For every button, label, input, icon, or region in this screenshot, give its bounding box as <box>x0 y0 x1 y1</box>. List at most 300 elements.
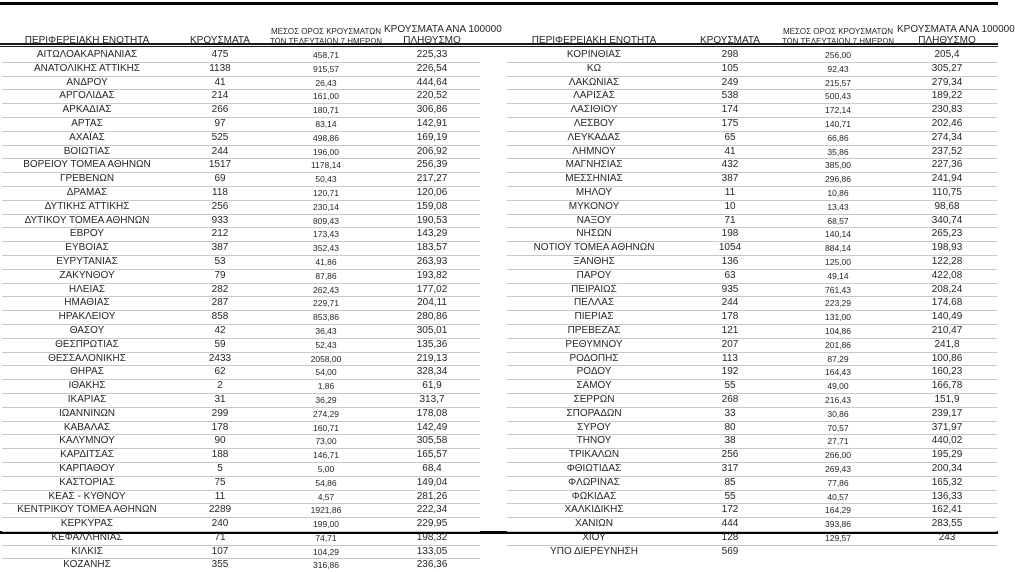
table-row <box>2 283 480 297</box>
per100k-value: 220,52 <box>384 90 480 104</box>
region-name: ΚΕΝΤΡΙΚΟΥ ΤΟΜΕΑ ΑΘΗΝΩΝ <box>2 504 172 518</box>
table-row <box>507 104 997 118</box>
cases-value: 355 <box>211 559 229 571</box>
region-name: ΧΑΝΙΩΝ <box>507 518 681 532</box>
region-name: ΣΕΡΡΩΝ <box>507 393 681 407</box>
avg7-value: 385,00 <box>779 159 897 173</box>
avg7-value: 87,29 <box>779 352 897 366</box>
avg7-value: 269,43 <box>779 462 897 476</box>
region-name: ΑΝΔΡΟΥ <box>2 76 172 90</box>
region-name: ΒΟΙΩΤΙΑΣ <box>2 145 172 159</box>
avg7-value: 10,86 <box>779 186 897 200</box>
per100k-value: 165,57 <box>384 449 480 463</box>
left-table-body <box>2 49 480 572</box>
cases-value: 80 <box>681 421 779 435</box>
table-row <box>507 62 997 76</box>
region-name: ΙΘΑΚΗΣ <box>2 380 172 394</box>
avg7-value: 50,43 <box>268 173 384 187</box>
region-name: ΛΕΥΚΑΔΑΣ <box>507 131 681 145</box>
per100k-value: 177,02 <box>384 283 480 297</box>
per100k-value: 237,52 <box>897 145 997 159</box>
cases-value: 444 <box>681 518 779 532</box>
per100k-value: 166,78 <box>897 380 997 394</box>
region-name: ΦΩΚΙΔΑΣ <box>507 490 681 504</box>
region-name: ΤΡΙΚΑΛΩΝ <box>507 449 681 463</box>
avg7-value: 36,43 <box>268 324 384 338</box>
table-row <box>507 228 997 242</box>
per100k-value: 229,95 <box>384 518 480 532</box>
table-row <box>2 242 480 256</box>
region-name: ΗΡΑΚΛΕΙΟΥ <box>2 311 172 325</box>
table-row <box>507 435 997 449</box>
table-row <box>2 449 480 463</box>
per100k-value: 189,22 <box>897 90 997 104</box>
per100k-value: 195,29 <box>897 449 997 463</box>
avg7-value: 104,29 <box>268 545 384 559</box>
per100k-value: 440,02 <box>897 435 997 449</box>
per100k-value: 274,34 <box>897 131 997 145</box>
cases-value: 178 <box>172 421 268 435</box>
avg7-value: 36,29 <box>268 393 384 407</box>
cases-value: 62 <box>172 366 268 380</box>
region-name: ΚΟΖΑΝΗΣ <box>63 559 111 571</box>
table-row <box>2 338 480 352</box>
region-name: ΔΡΑΜΑΣ <box>2 186 172 200</box>
table-row <box>2 421 480 435</box>
avg7-value: 199,00 <box>268 518 384 532</box>
avg7-value: 66,86 <box>779 131 897 145</box>
region-name: ΣΠΟΡΑΔΩΝ <box>507 407 681 421</box>
avg7-value: 173,43 <box>268 228 384 242</box>
per100k-value: 198,32 <box>384 531 480 545</box>
region-name: ΛΑΣΙΘΙΟΥ <box>507 104 681 118</box>
region-name: ΞΑΝΘΗΣ <box>507 255 681 269</box>
avg7-value: 1178,14 <box>268 159 384 173</box>
table-row <box>2 380 480 394</box>
region-name: ΙΩΑΝΝΙΝΩΝ <box>2 407 172 421</box>
region-name: ΧΑΛΚΙΔΙΚΗΣ <box>507 504 681 518</box>
table-row <box>2 255 480 269</box>
per100k-value: 305,01 <box>384 324 480 338</box>
region-name: ΠΕΛΛΑΣ <box>507 297 681 311</box>
table-row <box>2 117 480 131</box>
avg7-value: 54,86 <box>268 476 384 490</box>
region-name: ΛΑΚΩΝΙΑΣ <box>507 76 681 90</box>
table-row <box>507 173 997 187</box>
cases-value: 118 <box>172 186 268 200</box>
cases-value: 11 <box>172 490 268 504</box>
region-name: ΡΟΔΟΥ <box>507 366 681 380</box>
avg7-value: 352,43 <box>268 242 384 256</box>
table-row <box>2 504 480 518</box>
region-name: ΡΟΔΟΠΗΣ <box>507 352 681 366</box>
table-row <box>507 242 997 256</box>
region-name: ΙΚΑΡΙΑΣ <box>2 393 172 407</box>
cases-value: 256 <box>681 449 779 463</box>
avg7-value: 215,57 <box>779 76 897 90</box>
per100k-value: 135,36 <box>384 338 480 352</box>
cases-value: 282 <box>172 283 268 297</box>
region-name: ΔΥΤΙΚΗΣ ΑΤΤΙΚΗΣ <box>2 200 172 214</box>
avg7-value: 761,43 <box>779 283 897 297</box>
cases-value: 10 <box>681 200 779 214</box>
region-name: ΘΑΣΟΥ <box>2 324 172 338</box>
table-row <box>507 117 997 131</box>
col-header-cases: ΚΡΟΥΣΜΑΤΑ <box>700 35 760 46</box>
table-row <box>2 228 480 242</box>
avg7-value: 74,71 <box>268 531 384 545</box>
region-name: ΣΥΡΟΥ <box>507 421 681 435</box>
region-name: ΚΑΡΔΙΤΣΑΣ <box>2 449 172 463</box>
cases-value: 65 <box>681 131 779 145</box>
table-row <box>507 186 997 200</box>
avg7-value: 2058,00 <box>268 352 384 366</box>
per100k-value: 208,24 <box>897 283 997 297</box>
avg7-value: 262,43 <box>268 283 384 297</box>
per100k-value: 169,19 <box>384 131 480 145</box>
table-row <box>507 297 997 311</box>
cases-value: 432 <box>681 159 779 173</box>
avg7-value: 27,71 <box>779 435 897 449</box>
cases-value: 55 <box>681 490 779 504</box>
avg7-value: 230,14 <box>268 200 384 214</box>
per100k-value: 256,39 <box>384 159 480 173</box>
table-row <box>2 490 480 504</box>
col-header-region: ΠΕΡΙΦΕΡΕΙΑΚΗ ΕΝΟΤΗΤΑ <box>24 35 150 46</box>
cases-value: 79 <box>172 269 268 283</box>
per100k-value: 136,33 <box>897 490 997 504</box>
table-row <box>2 90 480 104</box>
cases-value: 172 <box>681 504 779 518</box>
avg7-value: 146,71 <box>268 449 384 463</box>
table-row <box>507 476 997 490</box>
per100k-value: 241,8 <box>897 338 997 352</box>
region-name: ΥΠΟ ΔΙΕΡΕΥΝΗΣΗ <box>550 545 638 557</box>
table-row <box>507 131 997 145</box>
per100k-value: 100,86 <box>897 352 997 366</box>
region-name: ΔΥΤΙΚΟΥ ΤΟΜΕΑ ΑΘΗΝΩΝ <box>2 214 172 228</box>
region-name: ΚΕΡΚΥΡΑΣ <box>2 518 172 532</box>
per100k-value: 313,7 <box>384 393 480 407</box>
per100k-value: 217,27 <box>384 173 480 187</box>
per100k-value: 281,26 <box>384 490 480 504</box>
table-row <box>507 531 997 545</box>
regional-cases-table-left <box>2 5 502 572</box>
table-row <box>507 255 997 269</box>
per100k-value: 371,97 <box>897 421 997 435</box>
avg7-value: 160,71 <box>268 421 384 435</box>
per100k-value: 61,9 <box>384 380 480 394</box>
per100k-value: 305,58 <box>384 435 480 449</box>
avg7-value: 52,43 <box>268 338 384 352</box>
per100k-value: 227,36 <box>897 159 997 173</box>
table-row <box>507 324 997 338</box>
per100k-value: 226,54 <box>384 62 480 76</box>
table-row <box>2 200 480 214</box>
table-row <box>2 476 480 490</box>
per100k-value: 263,93 <box>384 255 480 269</box>
per100k-value: 165,32 <box>897 476 997 490</box>
avg7-value: 77,86 <box>779 476 897 490</box>
region-name: ΑΙΤΩΛΟΑΚΑΡΝΑΝΙΑΣ <box>2 49 172 62</box>
per100k-value: 190,53 <box>384 214 480 228</box>
table-row <box>2 352 480 366</box>
table-row <box>507 393 997 407</box>
avg7-value: 458,71 <box>268 49 384 62</box>
table-row <box>507 159 997 173</box>
per100k-value <box>897 545 997 558</box>
per100k-value: 202,46 <box>897 117 997 131</box>
col-header-avg7-line2: ΤΩΝ ΤΕΛΕΥΤΑΙΩΝ 7 ΗΜΕΡΩΝ <box>781 36 895 46</box>
cases-value: 128 <box>681 531 779 545</box>
region-name: ΝΑΞΟΥ <box>507 214 681 228</box>
region-name: ΘΗΡΑΣ <box>2 366 172 380</box>
cases-value: 174 <box>681 104 779 118</box>
avg7-value: 30,86 <box>779 407 897 421</box>
avg7-value: 161,00 <box>268 90 384 104</box>
table-row <box>2 407 480 421</box>
cases-value: 525 <box>172 131 268 145</box>
cases-value: 136 <box>681 255 779 269</box>
header-row <box>507 5 997 49</box>
col-header-avg7 <box>779 5 897 49</box>
table-row <box>2 324 480 338</box>
avg7-value: 498,86 <box>268 131 384 145</box>
cases-value: 1138 <box>172 62 268 76</box>
cases-value: 55 <box>681 380 779 394</box>
avg7-value: 83,14 <box>268 117 384 131</box>
cases-value: 266 <box>172 104 268 118</box>
region-name: ΛΑΡΙΣΑΣ <box>507 90 681 104</box>
region-name: ΜΑΓΝΗΣΙΑΣ <box>507 159 681 173</box>
avg7-value: 49,00 <box>779 380 897 394</box>
region-name: ΝΟΤΙΟΥ ΤΟΜΕΑ ΑΘΗΝΩΝ <box>507 242 681 256</box>
region-name: ΕΥΡΥΤΑΝΙΑΣ <box>2 255 172 269</box>
per100k-value: 142,91 <box>384 117 480 131</box>
per100k-value: 198,93 <box>897 242 997 256</box>
per100k-value: 279,34 <box>897 76 997 90</box>
header-row <box>2 5 480 49</box>
per100k-value: 98,68 <box>897 200 997 214</box>
region-name: ΚΑΡΠΑΘΟΥ <box>2 462 172 476</box>
avg7-value: 256,00 <box>779 49 897 62</box>
region-name: ΗΜΑΘΙΑΣ <box>2 297 172 311</box>
region-name: ΑΧΑΪΑΣ <box>2 131 172 145</box>
table-row <box>507 545 997 558</box>
region-name: ΣΑΜΟΥ <box>507 380 681 394</box>
table-row <box>2 297 480 311</box>
cases-value: 244 <box>172 145 268 159</box>
right-table-body <box>507 49 997 558</box>
cases-value: 11 <box>681 186 779 200</box>
avg7-value: 4,57 <box>268 490 384 504</box>
avg7-value: 125,00 <box>779 255 897 269</box>
region-name: ΝΗΣΩΝ <box>507 228 681 242</box>
avg7-value: 70,57 <box>779 421 897 435</box>
cases-value: 41 <box>681 145 779 159</box>
per100k-value: 328,34 <box>384 366 480 380</box>
per100k-value: 243 <box>897 531 997 545</box>
col-header-per100k <box>897 5 1015 49</box>
per100k-value: 160,23 <box>897 366 997 380</box>
table-row <box>2 531 480 545</box>
regional-cases-table-right <box>507 5 1015 558</box>
region-name: ΛΗΜΝΟΥ <box>507 145 681 159</box>
col-header-avg7 <box>268 5 384 49</box>
cases-value: 33 <box>681 407 779 421</box>
avg7-value: 1921,86 <box>268 504 384 518</box>
cases-value: 71 <box>172 531 268 545</box>
per100k-value: 205,4 <box>897 49 997 62</box>
table-row <box>2 462 480 476</box>
avg7-value <box>779 545 897 558</box>
avg7-value: 1,86 <box>268 380 384 394</box>
cases-value: 475 <box>172 49 268 62</box>
cases-value: 41 <box>172 76 268 90</box>
avg7-value: 73,00 <box>268 435 384 449</box>
cases-value: 42 <box>172 324 268 338</box>
avg7-value: 274,29 <box>268 407 384 421</box>
avg7-value: 316,86 <box>313 560 339 571</box>
table-row <box>507 76 997 90</box>
table-row <box>507 366 997 380</box>
region-name: ΑΡΚΑΔΙΑΣ <box>2 104 172 118</box>
avg7-value: 104,86 <box>779 324 897 338</box>
per100k-value: 204,11 <box>384 297 480 311</box>
per100k-value: 210,47 <box>897 324 997 338</box>
cases-value: 212 <box>172 228 268 242</box>
table-row <box>2 76 480 90</box>
avg7-value: 393,86 <box>779 518 897 532</box>
table-row <box>2 186 480 200</box>
per100k-value: 140,49 <box>897 311 997 325</box>
region-name: ΗΛΕΙΑΣ <box>2 283 172 297</box>
avg7-value: 5,00 <box>268 462 384 476</box>
table-row <box>2 393 480 407</box>
avg7-value: 201,86 <box>779 338 897 352</box>
cases-value: 240 <box>172 518 268 532</box>
per100k-value: 200,34 <box>897 462 997 476</box>
col-header-per100k-line1: ΚΡΟΥΣΜΑΤΑ ΑΝΑ 100000 <box>897 24 1015 35</box>
avg7-value: 49,14 <box>779 269 897 283</box>
per100k-value: 143,29 <box>384 228 480 242</box>
cases-value: 1054 <box>681 242 779 256</box>
cases-value: 2289 <box>172 504 268 518</box>
cases-value: 317 <box>681 462 779 476</box>
region-name: ΚΑΒΑΛΑΣ <box>2 421 172 435</box>
region-name: ΠΕΙΡΑΙΩΣ <box>507 283 681 297</box>
table-row <box>2 62 480 76</box>
cases-value: 858 <box>172 311 268 325</box>
region-name: ΡΕΘΥΜΝΟΥ <box>507 338 681 352</box>
table-row <box>507 214 997 228</box>
cases-value: 188 <box>172 449 268 463</box>
col-header-per100k-line1: ΚΡΟΥΣΜΑΤΑ ΑΝΑ 100000 <box>384 24 502 35</box>
region-name: ΦΘΙΩΤΙΔΑΣ <box>507 462 681 476</box>
table-row <box>2 49 480 62</box>
avg7-value: 853,86 <box>268 311 384 325</box>
cases-value: 268 <box>681 393 779 407</box>
avg7-value: 87,86 <box>268 269 384 283</box>
per100k-value: 222,34 <box>384 504 480 518</box>
avg7-value: 54,00 <box>268 366 384 380</box>
region-name: ΠΙΕΡΙΑΣ <box>507 311 681 325</box>
col-header-avg7-line2: ΤΩΝ ΤΕΛΕΥΤΑΙΩΝ 7 ΗΜΕΡΩΝ <box>269 36 383 46</box>
cases-value: 2 <box>172 380 268 394</box>
per100k-value: 230,83 <box>897 104 997 118</box>
col-header-avg7-line1: ΜΕΣΟΣ ΟΡΟΣ ΚΡΟΥΣΜΑΤΩΝ <box>270 27 382 36</box>
cases-value: 249 <box>681 76 779 90</box>
cases-value: 69 <box>172 173 268 187</box>
table-row <box>507 490 997 504</box>
table-row <box>2 435 480 449</box>
region-name: ΜΥΚΟΝΟΥ <box>507 200 681 214</box>
table-row <box>507 90 997 104</box>
region-name: ΑΡΓΟΛΙΔΑΣ <box>2 90 172 104</box>
table-row <box>507 283 997 297</box>
avg7-value: 180,71 <box>268 104 384 118</box>
table-row <box>507 504 997 518</box>
per100k-value: 142,49 <box>384 421 480 435</box>
cases-value: 935 <box>681 283 779 297</box>
table-row <box>2 214 480 228</box>
table-row <box>2 104 480 118</box>
cases-value: 299 <box>172 407 268 421</box>
per100k-value: 265,23 <box>897 228 997 242</box>
avg7-value: 229,71 <box>268 297 384 311</box>
avg7-value: 129,57 <box>779 531 897 545</box>
avg7-value: 216,43 <box>779 393 897 407</box>
cases-value: 569 <box>721 545 739 557</box>
region-name: ΚΑΛΥΜΝΟΥ <box>2 435 172 449</box>
region-name: ΠΡΕΒΕΖΑΣ <box>507 324 681 338</box>
per100k-value: 151,9 <box>897 393 997 407</box>
table-row <box>2 518 480 532</box>
cases-value: 178 <box>681 311 779 325</box>
avg7-value: 92,43 <box>779 62 897 76</box>
per100k-value: 149,04 <box>384 476 480 490</box>
cases-value: 192 <box>681 366 779 380</box>
cases-value: 59 <box>172 338 268 352</box>
cases-value: 107 <box>172 545 268 559</box>
region-name: ΛΕΣΒΟΥ <box>507 117 681 131</box>
region-name: ΠΑΡΟΥ <box>507 269 681 283</box>
table-row <box>2 269 480 283</box>
per100k-value: 178,08 <box>384 407 480 421</box>
cases-value: 2433 <box>172 352 268 366</box>
region-name: ΕΥΒΟΙΑΣ <box>2 242 172 256</box>
col-header-per100k-line2: ΠΛΗΘΥΣΜΟ <box>918 35 976 46</box>
per100k-value: 162,41 <box>897 504 997 518</box>
table-row <box>507 338 997 352</box>
region-name: ΤΗΝΟΥ <box>507 435 681 449</box>
table-row <box>2 145 480 159</box>
avg7-value: 266,00 <box>779 449 897 463</box>
region-name: ΚΙΛΚΙΣ <box>2 545 172 559</box>
avg7-value: 164,43 <box>779 366 897 380</box>
cases-value: 175 <box>681 117 779 131</box>
region-name: ΦΛΩΡΙΝΑΣ <box>507 476 681 490</box>
avg7-value: 296,86 <box>779 173 897 187</box>
avg7-value: 164,29 <box>779 504 897 518</box>
cases-value: 387 <box>172 242 268 256</box>
cases-value: 75 <box>172 476 268 490</box>
region-name: ΧΙΟΥ <box>507 531 681 545</box>
table-row <box>2 366 480 380</box>
cases-value: 53 <box>172 255 268 269</box>
avg7-value: 500,43 <box>779 90 897 104</box>
table-row <box>507 421 997 435</box>
